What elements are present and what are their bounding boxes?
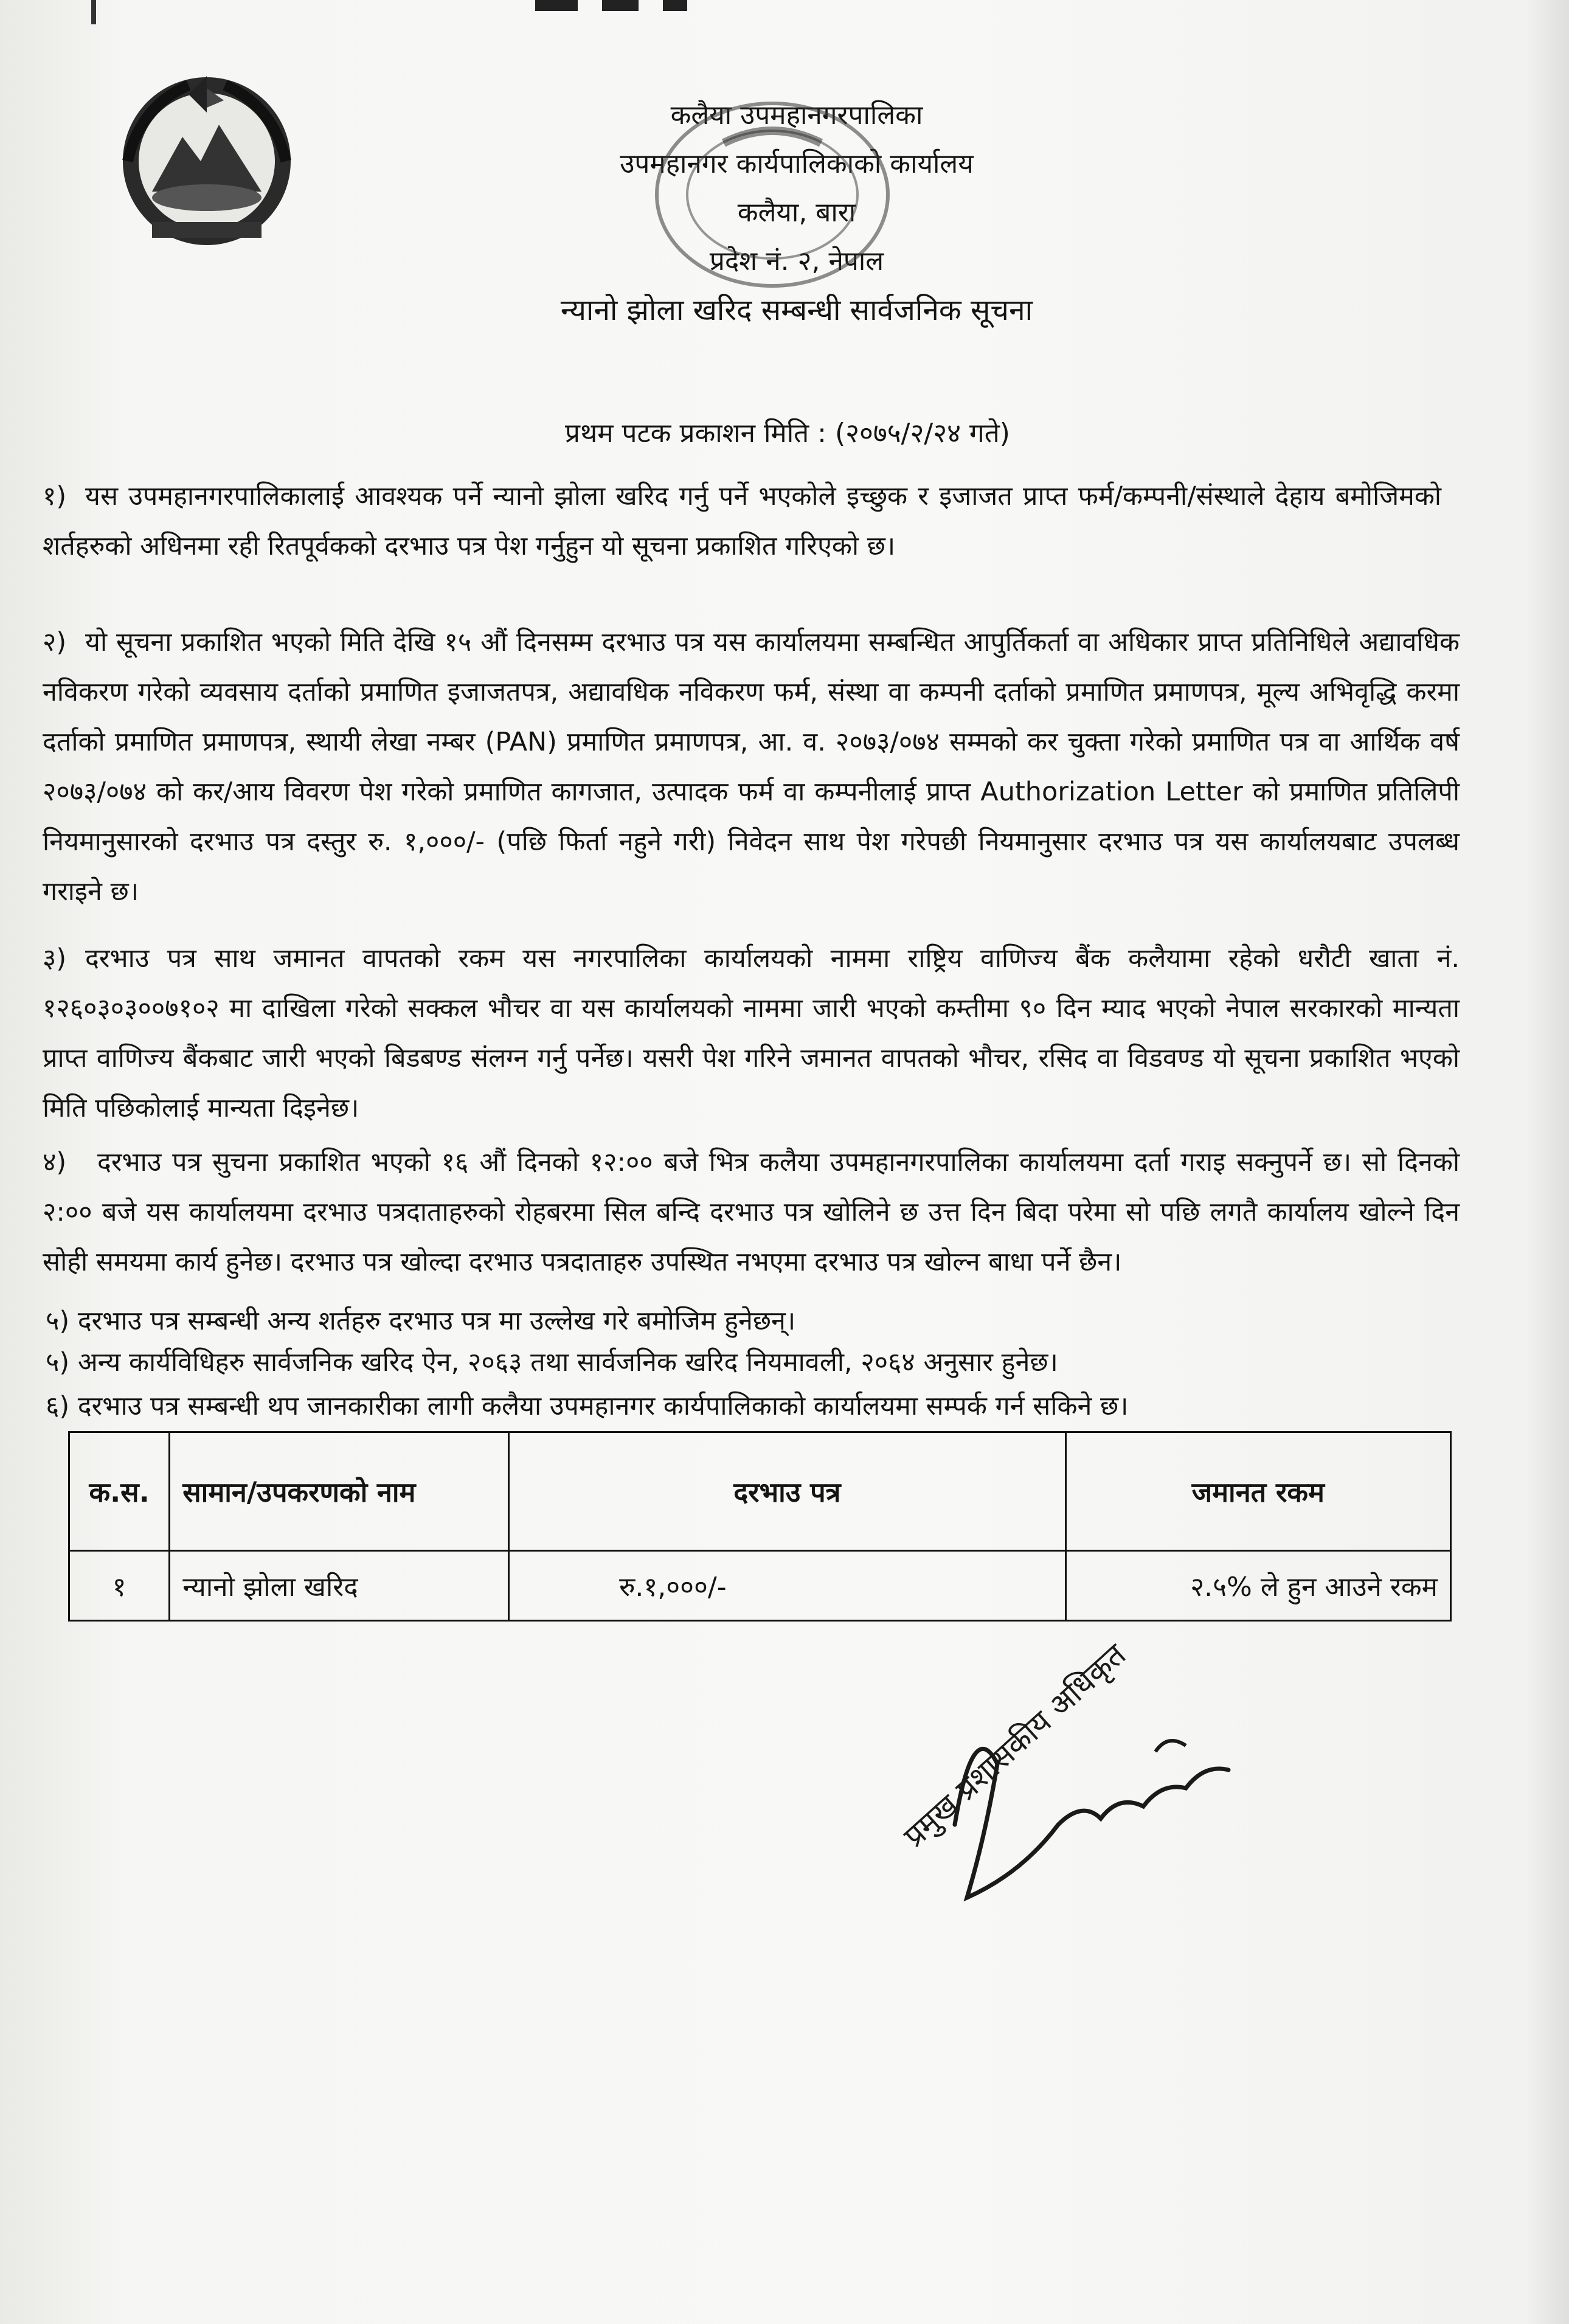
cell-bid-fee: रु.१,०००/-	[509, 1551, 1066, 1621]
clause-number: ५)	[46, 1347, 70, 1378]
clause-2	[43, 617, 1460, 917]
header-item-name: सामान/उपकरणको नाम	[170, 1432, 509, 1551]
office-stamp-icon	[632, 94, 912, 295]
table-header-row	[69, 1432, 1451, 1551]
clause-text: अन्य कार्यविधिहरु सार्वजनिक खरिद ऐन, २०६३ तथा सार्वजनिक खरिद नियमावली, २०६४ अनुसार हुनेछ।	[77, 1347, 1058, 1378]
clause-3	[43, 934, 1460, 1133]
clause-number: ४)	[43, 1147, 67, 1178]
clause-text: यस उपमहानगरपालिकालाई आवश्यक पर्ने न्यानो झोला खरिद गर्नु पर्ने भएकोले इच्छुक र इजाजत प्राप्त फर्म/कम्पनी/संस्थाले देहाय बमोजिमको शर्तहरुको अधिनमा रही रितपूर्वकको दरभाउ पत्र पेश गर्नुहुन यो सूचना प्रकाशित गरिएको छ।	[43, 481, 1441, 561]
office-location: कलैया, बारा	[737, 197, 856, 228]
scan-edge-mark	[91, 0, 96, 24]
clause-4	[43, 1137, 1460, 1287]
clause-number: ३)	[43, 943, 67, 974]
clause-number: २)	[43, 627, 67, 657]
paper-shadow	[1526, 0, 1569, 2324]
notice-title: न्यानो झोला खरिद सम्बन्धी सार्वजनिक सूचना	[560, 293, 1033, 327]
municipality-name: कलैया उपमहानगरपालिका	[670, 100, 923, 131]
scan-top-marks	[511, 0, 705, 15]
clause-5	[46, 1303, 795, 1339]
clause-5b	[46, 1344, 1058, 1381]
header-serial: क.स.	[69, 1432, 170, 1551]
signatory-designation: प्रमुख प्रशासकीय अधिकृत	[896, 1637, 1133, 1854]
clause-number: ६)	[46, 1391, 70, 1421]
cell-serial: १	[69, 1551, 170, 1621]
clause-text: दरभाउ पत्र सम्बन्धी अन्य शर्तहरु दरभाउ पत्र मा उल्लेख गरे बमोजिम हुनेछन्।	[77, 1306, 796, 1336]
cell-security: २.५% ले हुन आउने रकम	[1065, 1551, 1450, 1621]
clause-text: यो सूचना प्रकाशित भएको मिति देखि १५ औं दिनसम्म दरभाउ पत्र यस कार्यालयमा सम्बन्धित आपुर्तिकर्ता वा अधिकार प्राप्त प्रतिनिधिले अद्यावधिक नविकरण गरेको व्यवसाय दर्ताको प्रमाणित इजाजतपत्र, अद्यावधिक नविकरण फर्म, संस्था वा कम्पनी दर्ताको प्रमाणित प्रमाणपत्र, मूल्य अभिवृद्धि करमा दर्ताको प्रमाणित प्रमाणपत्र, स्थायी लेखा नम्बर (PAN) प्रमाणित प्रमाणपत्र, आ. व. २०७३/०७४ सम्मको कर चुक्ता गरेको प्रमाणित पत्र वा आर्थिक वर्ष २०७३/०७४ को कर/आय विवरण पेश गरेको प्रमाणित कागजात, उत्पादक फर्म वा कम्पनीलाई प्राप्त Authorization Letter को प्रमाणित प्रतिलिपी नियमानुसारको दरभाउ पत्र दस्तुर रु. १,०००/- (पछि फिर्ता नहुने गरी) निवेदन साथ पेश गरेपछी नियमानुसार दरभाउ पत्र यस कार्यालयबाट उपलब्ध गराइने छ।	[43, 627, 1460, 907]
clause-text: दरभाउ पत्र सुचना प्रकाशित भएको १६ औं दिनको १२:०० बजे भित्र कलैया उपमहानगरपालिका कार्यालयमा दर्ता गराइ सक्नुपर्ने छ। सो दिनको २:०० बजे यस कार्यालयमा दरभाउ पत्रदाताहरुको रोहबरमा सिल बन्दि दरभाउ पत्र खोलिने छ उत्त दिन बिदा परेमा सो पछि लगतै कार्यालय खोल्ने दिन सोही समयमा कार्य हुनेछ। दरभाउ पत्र खोल्दा दरभाउ पत्रदाताहरु उपस्थित नभएमा दरभाउ पत्र खोल्न बाधा पर्ने छैन।	[43, 1147, 1460, 1277]
office-name: उपमहानगर कार्यपालिकाको कार्यालय	[620, 148, 974, 179]
clause-text: दरभाउ पत्र साथ जमानत वापतको रकम यस नगरपालिका कार्यालयको नाममा राष्ट्रिय वाणिज्य बैंक कलैयामा रहेको धरौटी खाता नं. १२६०३०३००७१०२ मा दाखिला गरेको सक्कल भौचर वा यस कार्यालयको नाममा जारी भएको कम्तीमा ९० दिन म्याद भएको नेपाल सरकारको मान्यता प्राप्त वाणिज्य बैंकबाट जारी भएको बिडबण्ड संलग्न गर्नु पर्नेछ। यसरी पेश गरिने जमानत वापतको भौचर, रसिद वा विडवण्ड यो सूचना प्रकाशित भएको मिति पछिकोलाई मान्यता दिइनेछ।	[43, 943, 1460, 1123]
province-line: प्रदेश नं. २, नेपाल	[709, 246, 884, 277]
tender-table	[68, 1431, 1452, 1622]
cell-item-name: न्यानो झोला खरिद	[170, 1551, 509, 1621]
nepal-emblem-icon	[116, 70, 298, 252]
header-bid-form: दरभाउ पत्र	[509, 1432, 1066, 1551]
clause-1	[43, 471, 1441, 571]
header-security-amount: जमानत रकम	[1065, 1432, 1450, 1551]
signature-icon	[900, 1642, 1326, 2019]
clause-text: दरभाउ पत्र सम्बन्धी थप जानकारीका लागी कलैया उपमहानगर कार्यपालिकाको कार्यालयमा सम्पर्क गर्न सकिने छ।	[77, 1391, 1129, 1421]
clause-number: १)	[43, 481, 67, 512]
publication-date: प्रथम पटक प्रकाशन मिति : (२०७५/२/२४ गते)	[565, 418, 1010, 449]
clause-6	[46, 1388, 1128, 1424]
table-row	[69, 1551, 1451, 1621]
clause-number: ५)	[46, 1306, 70, 1336]
